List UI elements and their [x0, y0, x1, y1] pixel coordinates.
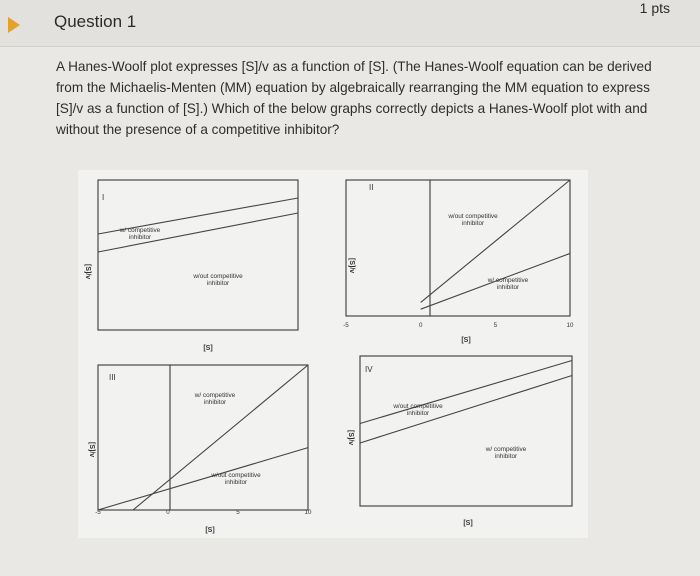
panel-i-series-label-1: w/ competitive: [119, 227, 161, 234]
panel-iii-series-label-1: w/ competitive: [194, 392, 236, 399]
panel-iv-y-label: [S]/v: [347, 430, 354, 446]
panel-ii-series-line-1: [421, 180, 570, 302]
panel-iii-tick-label: -5: [95, 509, 101, 516]
question-points: 1 pts: [639, 0, 670, 16]
panel-iii-series-line-2: [98, 448, 308, 510]
panel-ii-series-label-2: w/ competitive: [487, 277, 529, 284]
panel-iii-series-label-1: inhibitor: [203, 399, 227, 406]
panel-iii-y-label: [S]/v: [88, 442, 95, 458]
hanes-woolf-figure: [78, 170, 588, 538]
panel-ii-series-label-1: inhibitor: [461, 220, 485, 227]
panel-iv-series-line-2: [360, 376, 572, 444]
panel-iii-series-line-1: [133, 365, 308, 510]
panel-iv-x-label: [S]: [463, 520, 473, 527]
panel-i-series-label-2: w/out competitive: [193, 273, 243, 280]
panel-iv-series-label-2: w/ competitive: [485, 446, 527, 453]
panel-iv-numeral: IV: [365, 365, 373, 374]
panel-iv-frame: [360, 356, 572, 506]
panel-i-numeral: I: [102, 193, 105, 202]
panel-ii-tick-label: -5: [343, 322, 349, 329]
panel-ii-tick-label: 0: [418, 322, 423, 329]
panel-iv-series-label-2: inhibitor: [494, 453, 518, 460]
panel-iii-series-label-2: w/out competitive: [211, 472, 261, 479]
panel-ii-tick-label: 10: [566, 322, 574, 329]
panel-ii-numeral: II: [369, 183, 374, 192]
panel-i-series-label-2: inhibitor: [206, 280, 230, 287]
panel-iii-tick-label: 0: [166, 509, 170, 516]
question-text: A Hanes-Woolf plot expresses [S]/v as a function of [S]. (The Hanes-Woolf equation can be derived from the Michaelis-Menten (MM) equation by algebraically rearranging the MM equation to express [S]/v as a function of [S].) Which of the below graphs correctly depicts a Hanes-Woolf plot with and without the presence of a competitive inhibitor?: [56, 59, 652, 137]
hanes-woolf-plots: [78, 170, 588, 538]
panel-ii-x-label: [S]: [461, 337, 471, 344]
panel-iii-series-label-2: inhibitor: [224, 479, 248, 486]
question-title: Question 1: [54, 12, 137, 31]
panel-iv-series-line-1: [360, 361, 572, 424]
question-header: [0, 0, 700, 47]
panel-iii-x-label: [S]: [205, 527, 215, 534]
panel-i-x-label: [S]: [203, 345, 213, 352]
panel-ii-series-label-2: inhibitor: [496, 284, 520, 291]
panel-ii-y-label: [S]/v: [348, 258, 355, 274]
panel-iii-tick-label: 10: [304, 509, 312, 516]
panel-ii-series-label-1: w/out competitive: [448, 213, 498, 220]
panel-i-y-label: [S]/v: [84, 264, 91, 280]
panel-iii-frame: [98, 365, 308, 510]
panel-iii-tick-label: 5: [236, 509, 240, 516]
panel-iv-series-label-1: inhibitor: [406, 410, 430, 417]
panel-iv-series-label-1: w/out competitive: [393, 403, 443, 410]
panel-i-series-label-1: inhibitor: [128, 234, 152, 241]
panel-ii-tick-label: 5: [493, 322, 498, 329]
panel-iii-numeral: III: [109, 373, 116, 382]
flag-icon[interactable]: [8, 17, 20, 33]
panel-i-frame: [98, 180, 298, 330]
